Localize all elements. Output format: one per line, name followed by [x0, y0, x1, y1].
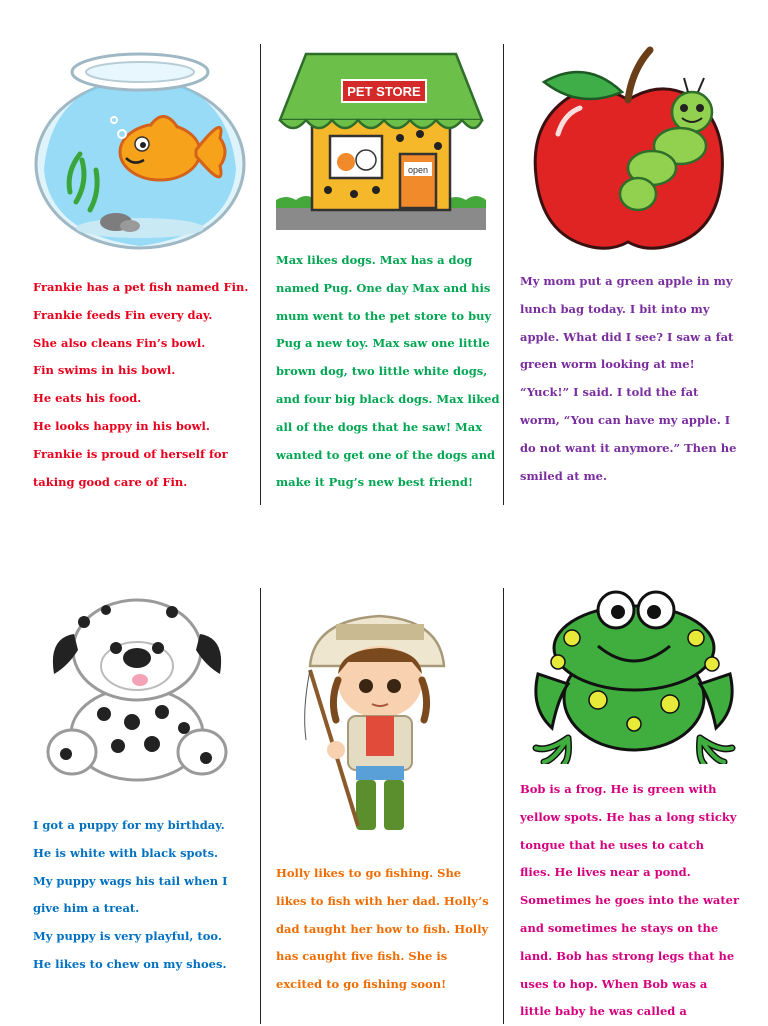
column-divider	[503, 588, 504, 1024]
pet-store-story-text	[276, 247, 500, 497]
story-line: worm, “You can have my apple. I	[520, 412, 731, 427]
fish-story-text	[33, 274, 248, 496]
green-frog-icon	[528, 588, 740, 764]
story-line: and sometimes he stays on the	[520, 920, 719, 935]
story-line: dad taught her how to fish. Holly	[276, 921, 489, 936]
story-line: and four big black dogs. Max liked	[276, 391, 500, 406]
story-line: She also cleans Fin’s bowl.	[33, 335, 206, 350]
story-line: all of the dogs that he saw! Max	[276, 419, 483, 434]
story-line: Frankie has a pet fish named Fin.	[33, 280, 249, 294]
story-line: He eats his food.	[33, 391, 142, 406]
apple-story-text	[520, 268, 736, 490]
story-line: excited to go fishing soon!	[276, 977, 447, 992]
column-divider	[260, 588, 261, 1024]
story-line: Frankie feeds Fin every day.	[33, 307, 213, 322]
story-line: flies. He lives near a pond.	[520, 865, 691, 880]
apple-with-worm-icon	[528, 44, 738, 254]
story-line: likes to fish with her dad. Holly’s	[276, 893, 489, 908]
story-line: He looks happy in his bowl.	[33, 418, 210, 433]
story-line: lunch bag today. I bit into my	[520, 301, 710, 316]
story-line: Max likes dogs. Max has a dog	[276, 253, 473, 267]
story-line: Pug a new toy. Max saw one little	[276, 336, 490, 351]
dalmatian-puppy-icon	[44, 594, 230, 784]
story-line: uses to hop. When Bob was a	[520, 976, 708, 991]
story-line: make it Pug’s new best friend!	[276, 475, 473, 490]
story-line: Sometimes he goes into the water	[520, 893, 740, 908]
fishing-story-text	[276, 860, 489, 999]
goldfish-bowl-icon	[30, 42, 250, 252]
story-line: Fin swims in his bowl.	[33, 363, 176, 378]
story-line: smiled at me.	[520, 468, 607, 483]
story-line: apple. What did I see? I saw a fat	[520, 329, 734, 344]
story-line: My puppy wags his tail when I	[33, 873, 228, 888]
story-line: My mom put a green apple in my	[520, 274, 733, 288]
story-line: Frankie is proud of herself for	[33, 446, 228, 461]
story-line: little baby he was called a	[520, 1004, 687, 1019]
column-divider	[260, 44, 261, 505]
story-line: taking good care of Fin.	[33, 474, 188, 489]
story-line: I got a puppy for my birthday.	[33, 818, 225, 832]
story-line: tongue that he uses to catch	[520, 837, 704, 852]
story-line: Holly likes to go fishing. She	[276, 866, 462, 880]
story-line: “Yuck!” I said. I told the fat	[520, 385, 699, 400]
story-line: He is white with black spots.	[33, 845, 219, 860]
story-line: yellow spots. He has a long sticky	[520, 809, 737, 824]
story-line: do not want it anymore.” Then he	[520, 440, 737, 455]
story-line: named Pug. One day Max and his	[276, 280, 491, 295]
story-line: mum went to the pet store to buy	[276, 308, 492, 323]
story-line: land. Bob has strong legs that he	[520, 948, 735, 963]
story-line: wanted to get one of the dogs and	[276, 447, 496, 462]
story-line: Bob is a frog. He is green with	[520, 782, 717, 796]
girl-with-fishing-rod-icon	[300, 590, 450, 838]
pet-store-sign: PET STORE	[347, 84, 421, 99]
column-divider	[503, 44, 504, 505]
story-line: give him a treat.	[33, 901, 140, 916]
puppy-story-text	[33, 812, 228, 979]
story-line: He likes to chew on my shoes.	[33, 956, 227, 971]
story-line: My puppy is very playful, too.	[33, 929, 222, 944]
story-line: brown dog, two little white dogs,	[276, 364, 488, 379]
pet-store-icon	[276, 50, 486, 230]
frog-story-text	[520, 776, 739, 1026]
story-line: has caught five fish. She is	[276, 949, 448, 964]
story-line: green worm looking at me!	[520, 357, 695, 372]
open-sign: open	[407, 165, 429, 175]
